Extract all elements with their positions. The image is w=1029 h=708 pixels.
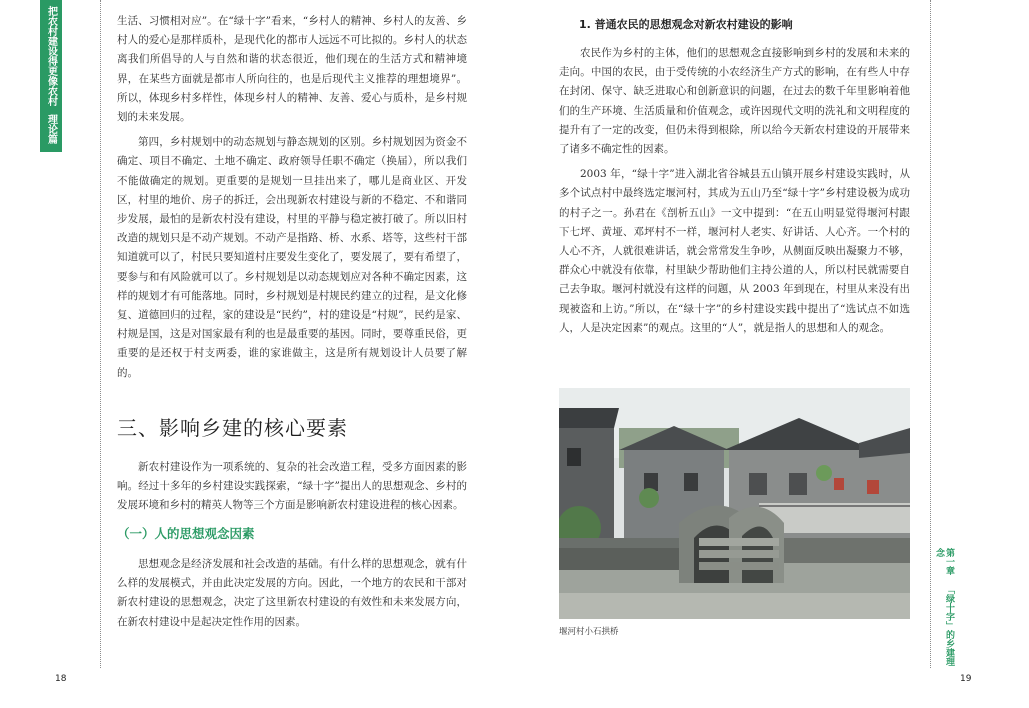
right-heading: 1. 普通农民的思想观念对新农村建设的影响: [579, 18, 793, 31]
left-body-top: [117, 12, 467, 383]
section-intro-text: [117, 458, 467, 516]
paragraph-section: 新农村建设作为一项系统的、复杂的社会改造工程，受多方面因素的影响。经过十多年的乡村建设实践探索，“绿十字”提出人的思想观念、乡村的发展环境和乡村的精英人物等三个方面是影响新农村建设进程的核心因素。: [117, 461, 467, 512]
right-page: [514, 0, 1029, 708]
paragraph-fourth: 第四，乡村规划中的动态规划与静态规划的区别。乡村规划因为资金不确定、项目不确定、土地不确定、政府领导任职不确定（换届），所以我们不能做确定的规划。更重要的是规划一旦挂出来了，哪儿是商业区、开发区，村里的地价、房子的拆迁，会出现新农村建设与新的不稳定、不和谐同步发展，最怕的是新农村没有建设，村里的平静与稳定被打破了。所以旧村改造的规划只是不动产规划。不动产是指路、桥、水系、塔等，这些村干部知道就可以了，村民只要知道村庄要发生变化了，要发展了，要有希望了，要参与和有风险就可以了。乡村规划是以动态规划应对各种不确定因素，这样的规划才有可能落地。同时，乡村规划是村规民约建立的过程，是文化修复、道德回归的过程，家的建设是“民约”，村的建设是“村规”，民约是家、村规是国，这是对国家最有利的也是最重要的基因。同时，要尊重民俗，更重要的是还权于村支两委，谁的家谁做主，这是所有规划设计人员要了解的。: [117, 136, 467, 379]
sub-heading: （一）人的思想观念因素: [117, 526, 255, 541]
page-number-right: 19: [960, 674, 972, 684]
section-heading: 三、影响乡建的核心要素: [117, 416, 348, 440]
sub-section-text: [117, 555, 467, 632]
chapter-title-vertical: 第一章 「绿十字」的乡建理念: [934, 548, 954, 666]
chapter-tab: [933, 548, 955, 668]
paragraph-sub: 思想观念是经济发展和社会改造的基础。有什么样的思想观念，就有什么样的发展模式，并由此决定发展的方向。因此，一个地方的农民和干部对新农村建设的思想观念，决定了这里新农村建设的有效性和未来发展方向，在新农村建设中是起决定性作用的因素。: [117, 558, 467, 628]
right-margin-dotted-line: [930, 0, 931, 668]
book-title-vertical: 把农村建设得更像农村: [45, 6, 57, 106]
paragraph-intro: 生活、习惯相对应”。在“绿十字”看来，“乡村人的精神、乡村人的友善、乡村人的爱心是那样质朴，是现代化的都市人远远不可比拟的。乡村人的状态离我们所倡导的人与自然和谐的状态很近，他们现在的生活方式和精神境界，在某些方面就是都市人所向往的，也是后现代主义推荐的理想境界”。所以，体现乡村多样性，体现乡村人的精神、友善、爱心与质朴，是乡村规划的未来发展。: [117, 15, 467, 124]
part-label-vertical: 理论篇: [45, 114, 57, 144]
village-bridge-photo: [559, 388, 910, 619]
left-margin-dotted-line: [100, 0, 101, 668]
book-part-tab: [40, 0, 62, 152]
page-number-left: 18: [55, 674, 67, 684]
right-body: [559, 44, 910, 338]
paragraph-right-2: 2003 年，“绿十字”进入湖北省谷城县五山镇开展乡村建设实践时，从多个试点村中最终选定堰河村，其成为五山乃至“绿十字”乡村建设极为成功的村子之一。孙君在《剖析五山》一文中提到：“在五山明显觉得堰河村跟下七坪、黄垭、邓坪村不一样，堰河村人老实、好讲话、人心齐。一个村的人心不齐，人就很难讲话，就会常常发生争吵，从侧面反映出凝聚力不够，群众心中就没有依靠，村里缺少帮助他们主持公道的人，所以村民就需要自己去争取。堰河村就没有这样的问题，从 2003 年到现在，村里从来没有出现被盗和上访。”所以，在“绿十字”的乡村建设实践中提出了“选试点不如选人，人是决定因素”的观点。这里的“人”，就是指人的思想和人的观念。: [559, 168, 910, 334]
left-page: [0, 0, 514, 708]
paragraph-right-1: 农民作为乡村的主体，他们的思想观念直接影响到乡村的发展和未来的走向。中国的农民，由于受传统的小农经济生产方式的影响，在有些人中存在封闭、保守、缺乏进取心和创新意识的问题，在过去的数千年里影响着他们的生产环境、生活质量和价值观念，或许因现代文明的洗礼和文明程度的提升有了一定的改变，但仍未得到根除，所以给今天新农村建设的开展带来了诸多不确定性的因素。: [559, 47, 910, 156]
photo-caption: 堰河村小石拱桥: [559, 627, 619, 637]
